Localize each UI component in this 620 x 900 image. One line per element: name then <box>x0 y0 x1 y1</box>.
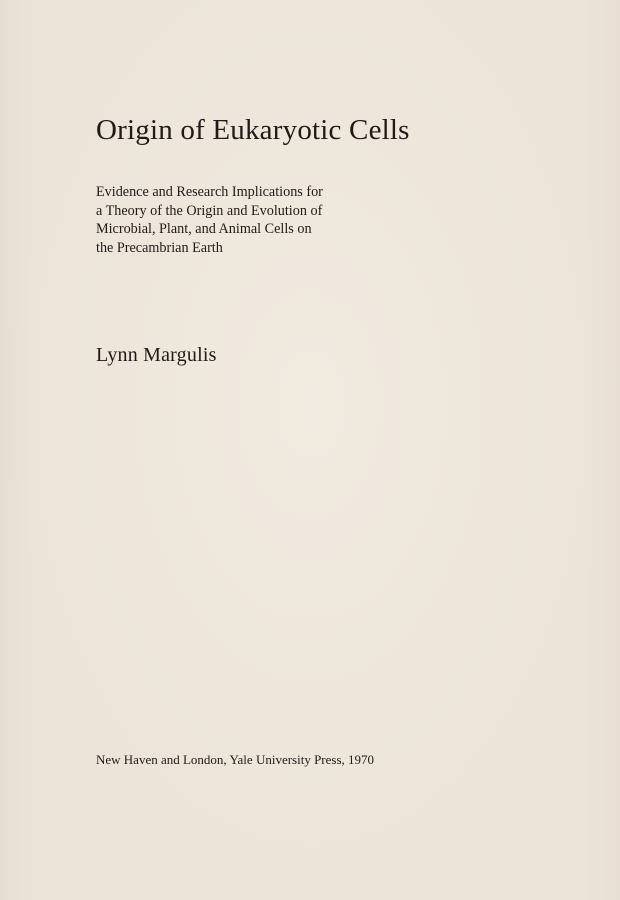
subtitle-line: the Precambrian Earth <box>96 239 223 256</box>
author-name: Lynn Margulis <box>96 344 217 366</box>
publisher-imprint: New Haven and London, Yale University Press, 1970 <box>96 752 375 767</box>
reverse-side-bleed-through <box>270 288 570 302</box>
subtitle-line: Microbial, Plant, and Animal Cells on <box>96 221 312 237</box>
subtitle-line: a Theory of the Origin and Evolution of <box>96 202 323 219</box>
book-title: Origin of Eukaryotic Cells <box>96 114 410 146</box>
subtitle-line: Evidence and Research Implications for <box>96 184 323 200</box>
book-subtitle <box>96 183 396 257</box>
